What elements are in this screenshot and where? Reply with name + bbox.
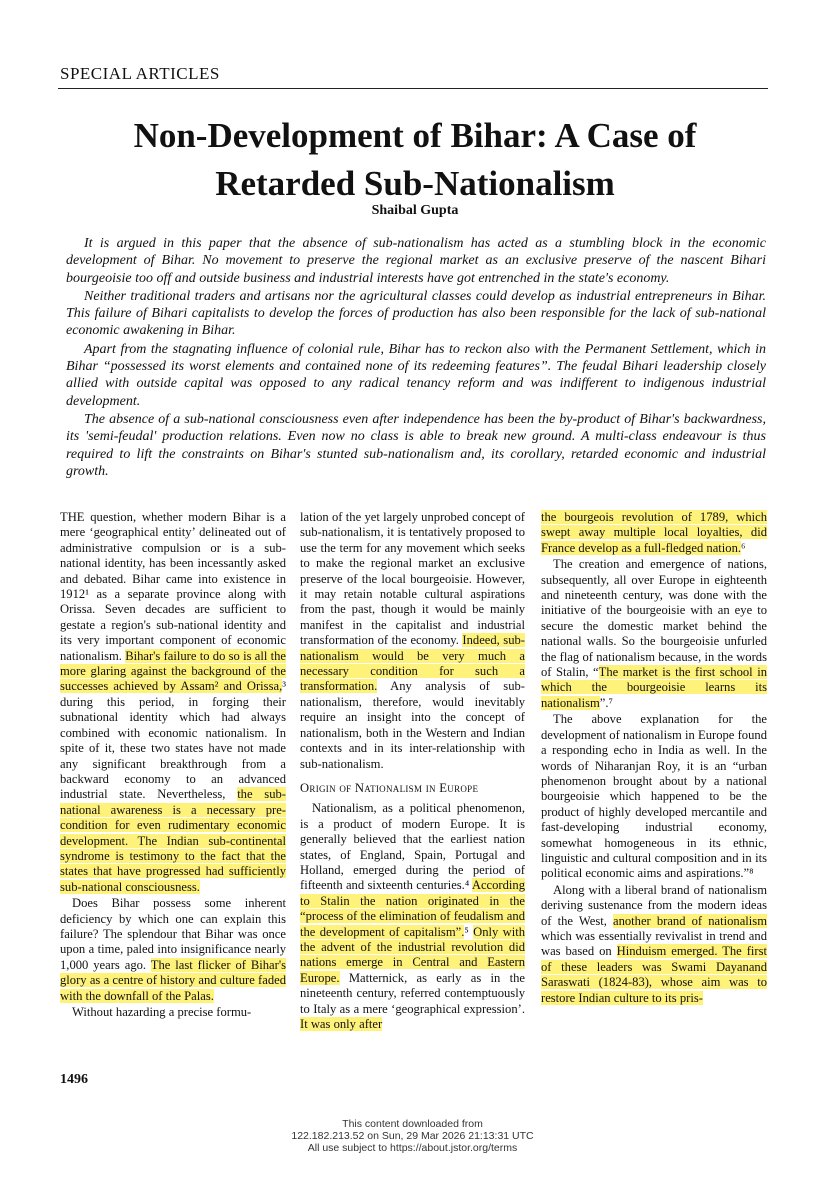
footer-line: All use subject to https://about.jstor.org/terms bbox=[307, 1142, 518, 1154]
body-paragraph bbox=[541, 557, 767, 711]
download-footer bbox=[0, 1118, 825, 1154]
footer-line: 122.182.213.52 on Sun, 29 Mar 2026 21:13:31 UTC bbox=[291, 1130, 534, 1142]
highlighted-text: Indeed, sub-nationalism would be very much a necessary condition for such a transformation. bbox=[300, 633, 525, 694]
body-paragraph bbox=[541, 510, 767, 556]
abstract bbox=[66, 235, 766, 481]
footer-line: This content downloaded from bbox=[342, 1118, 483, 1130]
text-run: Along with a liberal brand of nationalism deriving sustenance from the modern ideas of the West, bbox=[541, 882, 767, 928]
text-run: ³ during this period, in forging their subnational identity which had always combined with economic nationalism. In spite of it, these two states have not made any significant breakthrough from a backward economy to an advanced industrial state. Nevertheless, bbox=[60, 679, 286, 802]
text-run: which was essentially revivalist in trend and was based on bbox=[541, 928, 767, 959]
body-paragraph bbox=[300, 510, 525, 772]
highlighted-text: Bihar's failure to do so is all the more glaring against the background of the successes achieved by Assam² and Orissa, bbox=[60, 648, 286, 694]
body-paragraph bbox=[541, 883, 767, 1006]
text-run: THE question, whether modern Bihar is a mere ‘geographical entity’ delineated out of administrative compulsion or is a sub-national identity, has been incessantly asked and debated. Bihar came into existence in 1912¹ as a separate province along with Orissa. Seven decades are sufficient to gestate a region's sub-national identity and its very important component of economic nationalism. bbox=[60, 510, 286, 663]
highlighted-text: another brand of nationalism bbox=[612, 913, 767, 928]
body-paragraph: The above explanation for the development of nationalism in Europe found a responding echo in India as well. In the words of Niharanjan Roy, it is an “urban phenomenon brought about by a national bourgeoisie which happened to be the product of highly developed mercantile and fast-developing industrial economy, somewhat homogeneous in its ethnic, linguistic and cultural composition and in its political economic aims and aspirations.”⁸ bbox=[541, 712, 767, 881]
abstract-paragraph: Neither traditional traders and artisans nor the agricultural classes could develop as industrial entrepreneurs in Bihar. This failure of Bihari capitalists to develop the forces of production has also been responsible for the lack of sub-national economic awakening in Bihar. bbox=[66, 288, 766, 339]
text-run: Nationalism, as a political phenomenon, is a product of modern Europe. It is generally believed that the earliest nation states, of England, Spain, Portugal and Holland, emerged during the period of fifteenth and sixteenth centuries.⁴ bbox=[300, 801, 525, 893]
highlighted-text: Hinduism emerged. The first of these leaders was Swami Dayanand Saraswati (1824-83), whose aim was to restore Indian culture to its pris- bbox=[541, 944, 767, 1005]
text-run: ⁵ bbox=[464, 924, 469, 939]
abstract-paragraph: It is argued in this paper that the absence of sub-nationalism has acted as a stumbling block in the economic development of Bihar. No movement to preserve the regional market as an exclusive preserve of the nascent Bihari bourgeoisie too off and outside business and industrial interests have got entrenched in the state's economy. bbox=[66, 236, 766, 286]
page-number: 1496 bbox=[60, 1072, 88, 1087]
author-name: Shaibal Gupta bbox=[371, 203, 459, 218]
highlighted-text: It was only after bbox=[300, 1017, 383, 1031]
header-rule bbox=[58, 88, 768, 89]
body-column-2 bbox=[300, 510, 525, 1033]
text-run: ”.⁷ bbox=[599, 695, 613, 710]
title-line-2: Retarded Sub-Nationalism bbox=[215, 164, 615, 203]
body-paragraph: Without hazarding a precise formu- bbox=[72, 1005, 252, 1019]
text-run: lation of the yet largely unprobed concept of sub-nationalism, it is tentatively proposed to use the term for any movement which seeks to make the regional market an exclusive preserve of the local bourgeoisie. However, it may retain notable cultural aspirations from the past, though it would be mainly manifest in the capitalist and industrial transformation of the economy. bbox=[300, 510, 525, 648]
section-label: SPECIAL ARTICLES bbox=[60, 64, 220, 83]
text-run: ⁶ bbox=[741, 540, 746, 555]
highlighted-text: the sub-national awareness is a necessary pre-condition for even rudimentary economic development. The Indian sub-continental syndrome is testimony to the fact that the states that have progressed had sufficiently sub-national consciousness. bbox=[60, 787, 286, 894]
highlighted-text: The last flicker of Bihar's glory as a centre of history and culture faded with the downfall of the Palas. bbox=[60, 957, 286, 1003]
body-paragraph bbox=[60, 510, 286, 895]
article-title bbox=[60, 112, 770, 208]
abstract-paragraph: Apart from the stagnating influence of colonial rule, Bihar has to reckon also with the Permanent Settlement, which in Bihar “possessed its worst elements and contained none of its redeeming features”. The feudal Bihari leadership closely allied with outside capital was opposed to any radical tenancy reform and was indifferent to indigenous industrial development. bbox=[66, 341, 766, 409]
text-run: Any analysis of sub-nationalism, therefore, would inevitably require an insight into the concept of nationalism, both in the Western and Indian contexts and in its inter-relationship with sub-nationalism. bbox=[300, 679, 525, 771]
highlighted-text: According to Stalin the nation originated in the “process of the elimination of feudalism and the development of capitalism”. bbox=[300, 878, 525, 939]
text-run: Does Bihar possess some inherent deficiency by which one can explain this failure? The splendour that Bihar was once upon a time, paled into insignificance nearly 1,000 years ago. bbox=[60, 896, 286, 972]
highlighted-text: the bourgeois revolution of 1789, which swept away multiple local loyalties, did France develop as a full-fledged nation. bbox=[541, 510, 767, 555]
section-heading: Origin of Nationalism in Europe bbox=[300, 780, 479, 795]
text-run: Matternick, as early as in the nineteenth century, referred contemptuously to Italy as a mere ‘geographical expression’. bbox=[300, 970, 525, 1016]
body-column-1 bbox=[60, 510, 286, 1021]
abstract-paragraph: The absence of a sub-national consciousness even after independence has been the by-product of Bihar's backwardness, its 'semi-feudal' production relations. Even now no class is able to break new ground. A multi-class endeavour is thus required to lift the constraints on Bihar's stunted sub-nationalism and, its corollary, retarded economic and industrial growth. bbox=[66, 411, 766, 479]
text-run: The creation and emergence of nations, subsequently, all over Europe in eighteenth and nineteenth century, was done with the initiative of the bourgeoisie with an eye to secure the domestic market behind the national walls. So the bourgeoisie unfurled the flag of nationalism because, in the words of Stalin, “ bbox=[541, 557, 767, 680]
body-column-3 bbox=[541, 510, 767, 1007]
highlighted-text: Only with the advent of the industrial revolution did nations emerge in Central and Eastern Europe. bbox=[300, 924, 525, 985]
title-line-1: Non-Development of Bihar: A Case of bbox=[133, 116, 697, 155]
body-paragraph bbox=[300, 801, 525, 1032]
highlighted-text: The market is the first school in which the bourgeoisie learns its nationalism bbox=[541, 665, 767, 710]
body-paragraph bbox=[60, 896, 286, 1004]
